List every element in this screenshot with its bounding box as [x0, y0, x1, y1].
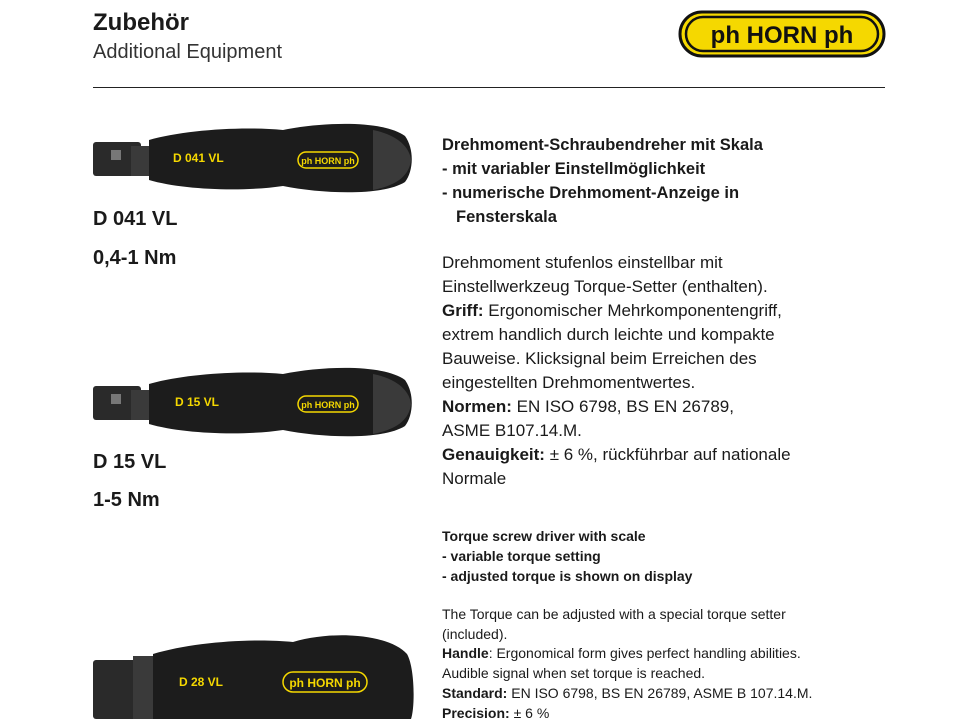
normen-label: Normen:: [442, 397, 512, 416]
handle-text: : Ergonomical form gives perfect handling abilities.: [488, 645, 801, 662]
english-description: [442, 605, 882, 723]
griff-label: Griff:: [442, 301, 484, 320]
tool-label: D 28 VL: [179, 675, 224, 689]
german-text-line: Bauweise. Klicksignal beim Erreichen des: [442, 349, 757, 368]
german-description: [442, 251, 882, 491]
german-text-line: [442, 395, 882, 419]
handle-logo: ph HORN ph: [301, 400, 355, 410]
precision-text: ± 6 %: [509, 704, 550, 721]
header-divider: [93, 87, 885, 88]
english-headline-line: Torque screw driver with scale: [442, 528, 646, 544]
page-title: Zubehör: [93, 9, 189, 36]
handle-logo: ph HORN ph: [289, 676, 361, 690]
genauigkeit-label: Genauigkeit:: [442, 445, 545, 464]
german-headline-line: Drehmoment-Schraubendreher mit Skala: [442, 136, 763, 154]
german-text-line: Normale: [442, 469, 507, 488]
german-text-line: extrem handlich durch leichte und kompakte: [442, 325, 775, 344]
english-text-line: Audible signal when set torque is reached.: [442, 665, 706, 682]
english-text-line: The Torque can be adjusted with a special torque setter: [442, 606, 786, 622]
german-headline: [442, 133, 882, 229]
english-headline: [442, 526, 882, 586]
german-text-line: [442, 299, 882, 323]
german-text-line: Einstellwerkzeug Torque-Setter (enthalten).: [442, 277, 768, 296]
english-text-line: [442, 644, 882, 664]
logo-text: ph HORN ph: [710, 22, 854, 49]
product-torque-range: 1-5 Nm: [93, 489, 160, 511]
english-text-line: [442, 704, 882, 723]
tool-label: D 15 VL: [175, 395, 220, 409]
product-torque-range: 0,4-1 Nm: [93, 247, 177, 269]
product-code: D 041 VL: [93, 208, 178, 230]
german-text-line: eingestellten Drehmomentwertes.: [442, 373, 696, 392]
tool-label: D 041 VL: [173, 151, 224, 165]
german-text-line: [442, 443, 882, 467]
precision-label: Precision:: [442, 704, 510, 721]
german-headline-line: - numerische Drehmoment-Anzeige in: [442, 184, 740, 202]
english-headline-line: - adjusted torque is shown on display: [442, 568, 693, 584]
english-text-line: (included).: [442, 625, 508, 642]
horn-logo: [678, 10, 886, 58]
handle-label: Handle: [442, 645, 489, 662]
german-headline-line: - mit variabler Einstellmöglichkeit: [442, 160, 706, 178]
standard-label: Standard:: [442, 684, 508, 701]
torque-screwdriver-d041vl-image: [93, 120, 415, 200]
german-headline-line: Fensterskala: [456, 208, 557, 226]
griff-text: Ergonomischer Mehrkomponentengriff,: [483, 301, 782, 320]
english-headline-line: - variable torque setting: [442, 548, 601, 564]
genauigkeit-text: ± 6 %, rückführbar auf nationale: [544, 445, 791, 464]
standard-text: EN ISO 6798, BS EN 26789, ASME B 107.14.M.: [507, 684, 813, 701]
torque-screwdriver-d28vl-image: [93, 598, 415, 719]
german-text-line: Drehmoment stufenlos einstellbar mit: [442, 253, 723, 272]
page-subtitle: Additional Equipment: [93, 41, 283, 63]
torque-screwdriver-d15vl-image: [93, 364, 415, 444]
english-text-line: [442, 684, 882, 704]
product-code: D 15 VL: [93, 451, 167, 473]
handle-logo: ph HORN ph: [301, 156, 355, 166]
german-text-line: ASME B107.14.M.: [442, 421, 582, 440]
normen-text: EN ISO 6798, BS EN 26789,: [511, 397, 734, 416]
